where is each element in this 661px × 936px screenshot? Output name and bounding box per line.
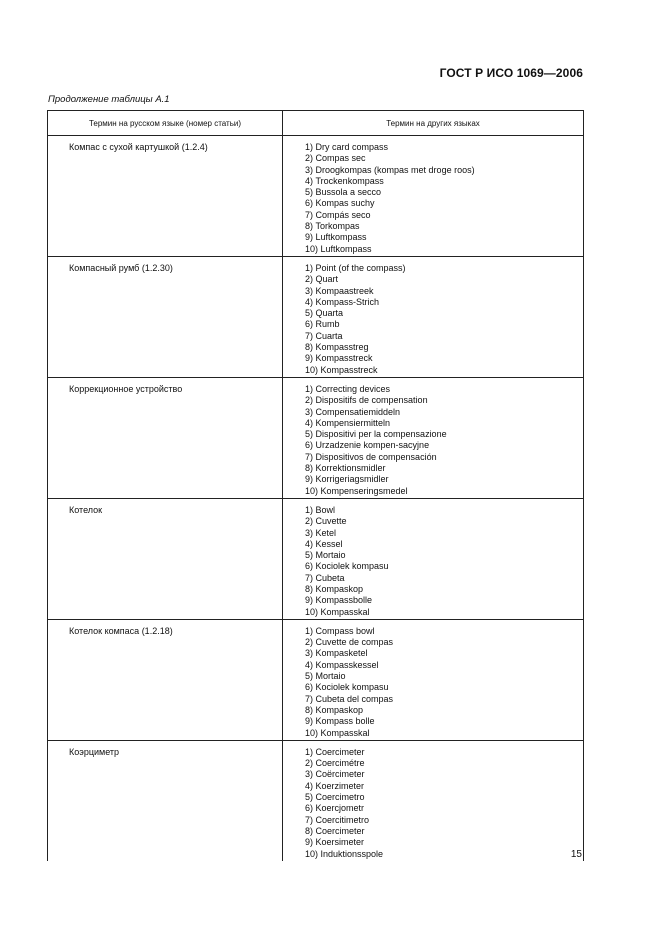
- term-text: Quarta: [315, 308, 344, 319]
- term-number: 8): [305, 704, 316, 715]
- table-row: [48, 619, 584, 740]
- term-number: 2): [305, 274, 316, 285]
- term-number: 10): [305, 364, 321, 375]
- foreign-term: [305, 573, 583, 584]
- table-row: [48, 377, 584, 498]
- term-number: 4): [305, 659, 316, 670]
- foreign-term: [305, 671, 583, 682]
- term-text: Mortaio: [315, 671, 346, 682]
- term-number: 5): [305, 429, 316, 440]
- term-number: 6): [305, 440, 316, 451]
- term-text: Coercimetro: [315, 792, 365, 803]
- term-text: Quart: [315, 274, 339, 285]
- term-number: 8): [305, 583, 316, 594]
- foreign-term: [305, 781, 583, 792]
- foreign-term: [305, 198, 583, 209]
- foreign-terms-cell: [283, 498, 584, 619]
- term-number: 10): [305, 606, 321, 617]
- foreign-term: [305, 365, 583, 376]
- term-number: 7): [305, 693, 316, 704]
- foreign-terms-cell: [283, 619, 584, 740]
- term-number: 2): [305, 395, 316, 406]
- foreign-term: [305, 474, 583, 485]
- term-number: 3): [305, 648, 316, 659]
- foreign-term: [305, 595, 583, 606]
- term-number: 4): [305, 296, 316, 307]
- term-text: Kompass-Strich: [315, 296, 380, 307]
- term-number: 10): [305, 727, 321, 738]
- term-number: 1): [305, 625, 316, 636]
- term-text: Kompaskop: [315, 704, 364, 715]
- term-number: 1): [305, 383, 316, 394]
- foreign-term: [305, 528, 583, 539]
- term-number: 4): [305, 780, 316, 791]
- table-row: [48, 498, 584, 619]
- term-number: 10): [305, 485, 321, 496]
- term-number: 5): [305, 308, 316, 319]
- term-text: Dispositifs de compensation: [315, 395, 428, 406]
- term-text: Cubeta: [315, 572, 345, 583]
- foreign-term: [305, 815, 583, 826]
- term-text: Dispositivi per la compensazione: [315, 429, 447, 440]
- term-text: Kompasketel: [315, 648, 368, 659]
- foreign-term: [305, 210, 583, 221]
- term-text: Kompasstreg: [315, 342, 369, 353]
- foreign-terms-list: [283, 378, 583, 498]
- foreign-term: [305, 769, 583, 780]
- foreign-term: [305, 274, 583, 285]
- russian-term-cell: [48, 740, 283, 860]
- term-number: 5): [305, 550, 316, 561]
- foreign-term: [305, 607, 583, 618]
- russian-term-cell: [48, 377, 283, 498]
- term-number: 5): [305, 792, 316, 803]
- document-standard-title: ГОСТ Р ИСО 1069—2006: [439, 66, 583, 80]
- foreign-term: [305, 747, 583, 758]
- term-text: Kompenseringsmedel: [320, 485, 408, 496]
- russian-term-cell: [48, 136, 283, 257]
- term-number: 7): [305, 330, 316, 341]
- term-text: Cuarta: [315, 330, 343, 341]
- foreign-term: [305, 232, 583, 243]
- foreign-term: [305, 331, 583, 342]
- foreign-term: [305, 539, 583, 550]
- foreign-terms-cell: [283, 377, 584, 498]
- term-number: 3): [305, 406, 316, 417]
- foreign-term: [305, 263, 583, 274]
- foreign-term: [305, 342, 583, 353]
- foreign-term: [305, 319, 583, 330]
- term-text: Kompaskop: [315, 583, 364, 594]
- term-number: 4): [305, 538, 316, 549]
- term-text: Dispositivos de compensación: [315, 451, 437, 462]
- foreign-term: [305, 826, 583, 837]
- foreign-term: [305, 584, 583, 595]
- russian-term: Коррекционное устройство: [69, 383, 183, 394]
- term-text: Kompensiermitteln: [315, 417, 391, 428]
- term-number: 7): [305, 814, 316, 825]
- foreign-term: [305, 849, 583, 860]
- term-text: Koersimeter: [315, 837, 365, 848]
- term-text: Ketel: [315, 527, 337, 538]
- term-number: 5): [305, 671, 316, 682]
- term-text: Koercjometr: [315, 803, 365, 814]
- term-text: Luftkompass: [320, 243, 372, 254]
- term-text: Kociolek kompasu: [315, 561, 389, 572]
- foreign-term: [305, 452, 583, 463]
- russian-term-cell: [48, 256, 283, 377]
- foreign-terms-cell: [283, 256, 584, 377]
- term-text: Kompasstreck: [315, 353, 373, 364]
- russian-term: Котелок: [69, 504, 103, 515]
- term-text: Compass bowl: [315, 625, 375, 636]
- term-text: Dry card compass: [315, 142, 389, 152]
- term-text: Luftkompass: [315, 232, 367, 243]
- table-row: [48, 256, 584, 377]
- term-text: Coercitimetro: [315, 814, 370, 825]
- foreign-term: [305, 792, 583, 803]
- term-number: 1): [305, 746, 316, 757]
- foreign-term: [305, 561, 583, 572]
- term-number: 3): [305, 527, 316, 538]
- term-number: 7): [305, 209, 316, 220]
- term-text: Compás seco: [315, 209, 371, 220]
- foreign-term: [305, 418, 583, 429]
- russian-term: Компас с сухой картушкой (1.2.4): [69, 142, 208, 152]
- foreign-term: [305, 463, 583, 474]
- foreign-terms-list: [283, 741, 583, 861]
- term-text: Koerzimeter: [315, 780, 365, 791]
- term-number: 3): [305, 769, 316, 780]
- term-text: Korrigeriagsmidler: [315, 474, 389, 485]
- foreign-term: [305, 637, 583, 648]
- foreign-term: [305, 384, 583, 395]
- foreign-terms-cell: [283, 136, 584, 257]
- term-text: Korrektionsmidler: [315, 463, 386, 474]
- table-row: [48, 136, 584, 257]
- term-number: 6): [305, 803, 316, 814]
- foreign-terms-cell: [283, 740, 584, 860]
- foreign-term: [305, 286, 583, 297]
- term-text: Kociolek kompasu: [315, 682, 389, 693]
- foreign-term: [305, 165, 583, 176]
- russian-term-cell: [48, 619, 283, 740]
- foreign-term: [305, 308, 583, 319]
- term-number: 6): [305, 198, 316, 209]
- term-number: 1): [305, 504, 316, 515]
- term-text: Compas sec: [315, 153, 366, 164]
- term-number: 6): [305, 682, 316, 693]
- term-number: 9): [305, 716, 316, 727]
- term-text: Kompassbolle: [315, 595, 373, 606]
- term-text: Kompass bolle: [315, 716, 375, 727]
- foreign-term: [305, 395, 583, 406]
- table-body: [48, 136, 584, 861]
- foreign-term: [305, 244, 583, 255]
- russian-term-cell: [48, 498, 283, 619]
- foreign-term: [305, 758, 583, 769]
- term-text: Torkompas: [315, 221, 360, 232]
- term-text: Kessel: [315, 538, 343, 549]
- term-number: 2): [305, 758, 316, 769]
- term-text: Compensatiemiddeln: [315, 406, 401, 417]
- term-text: Cubeta del compas: [315, 693, 394, 704]
- term-text: Kompas suchy: [315, 198, 375, 209]
- term-number: 1): [305, 262, 316, 273]
- foreign-term: [305, 142, 583, 153]
- term-text: Kompasskessel: [315, 659, 379, 670]
- term-number: 9): [305, 474, 316, 485]
- column-header-other-languages: Термин на других языках: [283, 111, 584, 136]
- foreign-term: [305, 803, 583, 814]
- column-header-russian: Термин на русском языке (номер статьи): [48, 111, 283, 136]
- term-text: Coercimeter: [315, 825, 365, 836]
- term-text: Bussola a secco: [315, 187, 382, 198]
- term-number: 5): [305, 187, 316, 198]
- page-number: 15: [570, 849, 582, 860]
- term-text: Kompasskal: [320, 727, 370, 738]
- term-text: Cuvette de compas: [315, 637, 394, 648]
- term-number: 6): [305, 319, 316, 330]
- term-number: 7): [305, 572, 316, 583]
- term-text: Coercimétre: [315, 758, 365, 769]
- foreign-terms-list: [283, 499, 583, 619]
- term-number: 1): [305, 142, 316, 152]
- foreign-term: [305, 837, 583, 848]
- term-text: Kompasskal: [320, 606, 370, 617]
- term-text: Induktionsspole: [320, 848, 384, 859]
- foreign-term: [305, 550, 583, 561]
- foreign-term: [305, 728, 583, 739]
- foreign-term: [305, 716, 583, 727]
- foreign-term: [305, 429, 583, 440]
- term-number: 4): [305, 417, 316, 428]
- term-text: Coërcimeter: [315, 769, 365, 780]
- foreign-terms-list: [283, 136, 583, 256]
- term-text: Cuvette: [315, 516, 347, 527]
- term-text: Droogkompas (kompas met droge roos): [315, 164, 475, 175]
- term-number: 8): [305, 463, 316, 474]
- term-text: Urzadzenie kompen-sacyjne: [315, 440, 430, 451]
- foreign-term: [305, 187, 583, 198]
- table-header-row: [48, 111, 584, 136]
- term-text: Rumb: [315, 319, 340, 330]
- term-text: Kompaastreek: [315, 285, 374, 296]
- foreign-term: [305, 221, 583, 232]
- term-number: 9): [305, 232, 316, 243]
- foreign-term: [305, 682, 583, 693]
- foreign-term: [305, 407, 583, 418]
- foreign-term: [305, 660, 583, 671]
- term-text: Bowl: [315, 504, 336, 515]
- term-number: 2): [305, 153, 316, 164]
- russian-term: Компасный румб (1.2.30): [69, 262, 173, 273]
- term-number: 8): [305, 825, 316, 836]
- term-number: 9): [305, 837, 316, 848]
- term-number: 8): [305, 221, 316, 232]
- foreign-term: [305, 353, 583, 364]
- terms-table: [47, 110, 584, 861]
- foreign-term: [305, 440, 583, 451]
- foreign-term: [305, 153, 583, 164]
- foreign-term: [305, 516, 583, 527]
- table-row: [48, 740, 584, 860]
- term-text: Correcting devices: [315, 383, 391, 394]
- term-number: 8): [305, 342, 316, 353]
- table-continuation-caption: Продолжение таблицы А.1: [48, 94, 170, 105]
- term-number: 6): [305, 561, 316, 572]
- foreign-term: [305, 505, 583, 516]
- term-number: 3): [305, 164, 316, 175]
- russian-term: Котелок компаса (1.2.18): [69, 625, 173, 636]
- foreign-term: [305, 486, 583, 497]
- foreign-terms-list: [283, 620, 583, 740]
- foreign-term: [305, 694, 583, 705]
- term-number: 10): [305, 243, 321, 254]
- foreign-term: [305, 626, 583, 637]
- foreign-term: [305, 705, 583, 716]
- term-number: 2): [305, 516, 316, 527]
- foreign-term: [305, 648, 583, 659]
- term-number: 9): [305, 595, 316, 606]
- term-number: 9): [305, 353, 316, 364]
- foreign-term: [305, 176, 583, 187]
- term-number: 7): [305, 451, 316, 462]
- term-number: 4): [305, 175, 316, 186]
- foreign-term: [305, 297, 583, 308]
- term-text: Kompasstreck: [320, 364, 378, 375]
- russian-term: Коэрциметр: [69, 746, 120, 757]
- term-number: 2): [305, 637, 316, 648]
- term-text: Coercimeter: [315, 746, 365, 757]
- foreign-terms-list: [283, 257, 583, 377]
- term-text: Mortaio: [315, 550, 346, 561]
- term-text: Trockenkompass: [315, 175, 384, 186]
- term-number: 3): [305, 285, 316, 296]
- term-number: 10): [305, 848, 321, 859]
- term-text: Point (of the compass): [315, 262, 406, 273]
